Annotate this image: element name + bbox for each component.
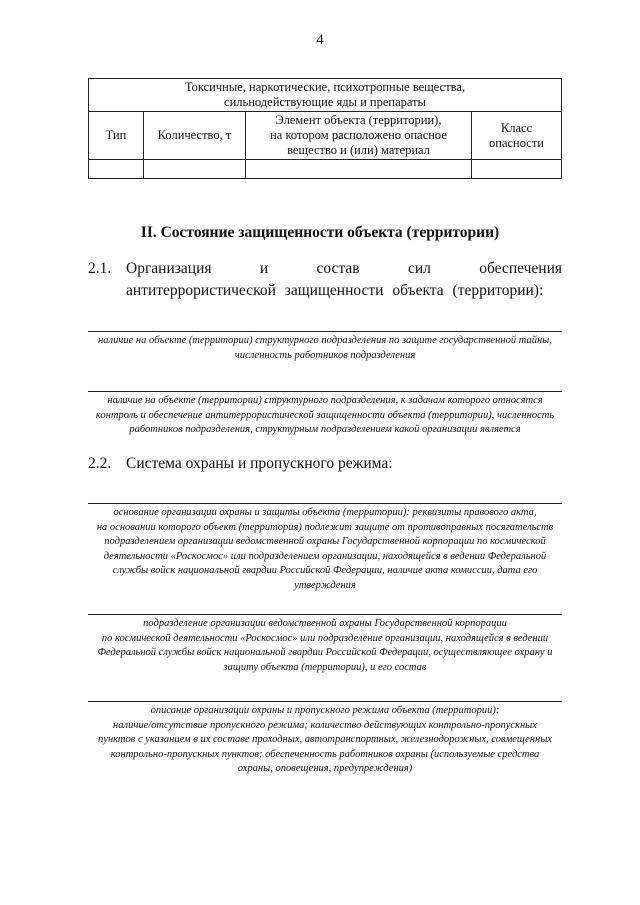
column-header-quantity: Количество, т bbox=[144, 112, 246, 160]
item-2-2 bbox=[88, 453, 562, 475]
field-caption: подразделение организации ведомственной охраны Государственной корпорации по космической деятельности «Роскосмос» или подразделение организации, находящейся в ведении Федеральной службы войск национальной гвардии Российской Федерации, осуществляющее охрану и защиту объекта (территории), и его состав bbox=[97, 618, 553, 673]
fill-field-guard-unit bbox=[88, 614, 562, 675]
fill-field-access-regime bbox=[88, 701, 562, 777]
table-cell-empty bbox=[246, 160, 472, 179]
item-number: 2.2. bbox=[88, 455, 112, 472]
table-cell-empty bbox=[472, 160, 562, 179]
field-caption: основание организации охраны и защиты объекта (территории): реквизиты правового акта, на основании которого объект (территория) подлежит защите от противоправных посягательств подразделением организации ведомственной охраны Государственной корпорации по космической деятельности «Роскосмос» или подразделением организации, находящейся в ведении Федеральной службы войск национальной гвардии Российской Федерации, наличие акта комиссии, дата его утверждения bbox=[96, 507, 554, 591]
fill-field-state-secret-unit bbox=[88, 331, 562, 363]
item-number: 2.1. bbox=[88, 260, 112, 277]
item-text: Система охраны и пропускного режима: bbox=[126, 455, 393, 472]
table-group-header: Токсичные, наркотические, психотропные вещества, сильнодействующие яды и препараты bbox=[89, 79, 562, 112]
column-header-element: Элемент объекта (территории), на котором расположено опасное вещество и (или) материал bbox=[246, 112, 472, 160]
field-caption: наличие на объекте (территории) структурного подразделения по защите государственной тайны, численность работников подразделения bbox=[98, 335, 552, 361]
table-cell-empty bbox=[89, 160, 144, 179]
page-number: 4 bbox=[316, 32, 324, 48]
field-caption: наличие на объекте (территории) структурного подразделения, к задачам которого относятся контроль и обеспечение антитеррористической защищенности объекта (территории), численность работников подразделения, структурным подразделением какой организации является bbox=[95, 395, 555, 435]
fill-field-antiterror-unit bbox=[88, 391, 562, 438]
table-cell-empty bbox=[144, 160, 246, 179]
item-2-1 bbox=[88, 258, 562, 302]
field-caption: описание организации охраны и пропускного режима объекта (территории): наличие/отсутствие пропускного режима; количество действующих контрольно-пропускных пунктов с указанием в их составе проходных, автотранспортных, железнодорожных, совмещенных контрольно-пропускных пунктов; обеспеченность работников охраны (используемые средства охраны, оповещения, предупреждения) bbox=[98, 705, 552, 774]
section-heading: II. Состояние защищенности объекта (территории) bbox=[140, 224, 500, 241]
fill-field-protection-basis bbox=[88, 503, 562, 593]
item-text: Организация и состав сил обеспечения антитеррористической защищенности объекта (территории): bbox=[126, 260, 562, 299]
substances-table bbox=[88, 78, 562, 179]
column-header-type: Тип bbox=[89, 112, 144, 160]
column-header-hazard-class: Класс опасности bbox=[472, 112, 562, 160]
